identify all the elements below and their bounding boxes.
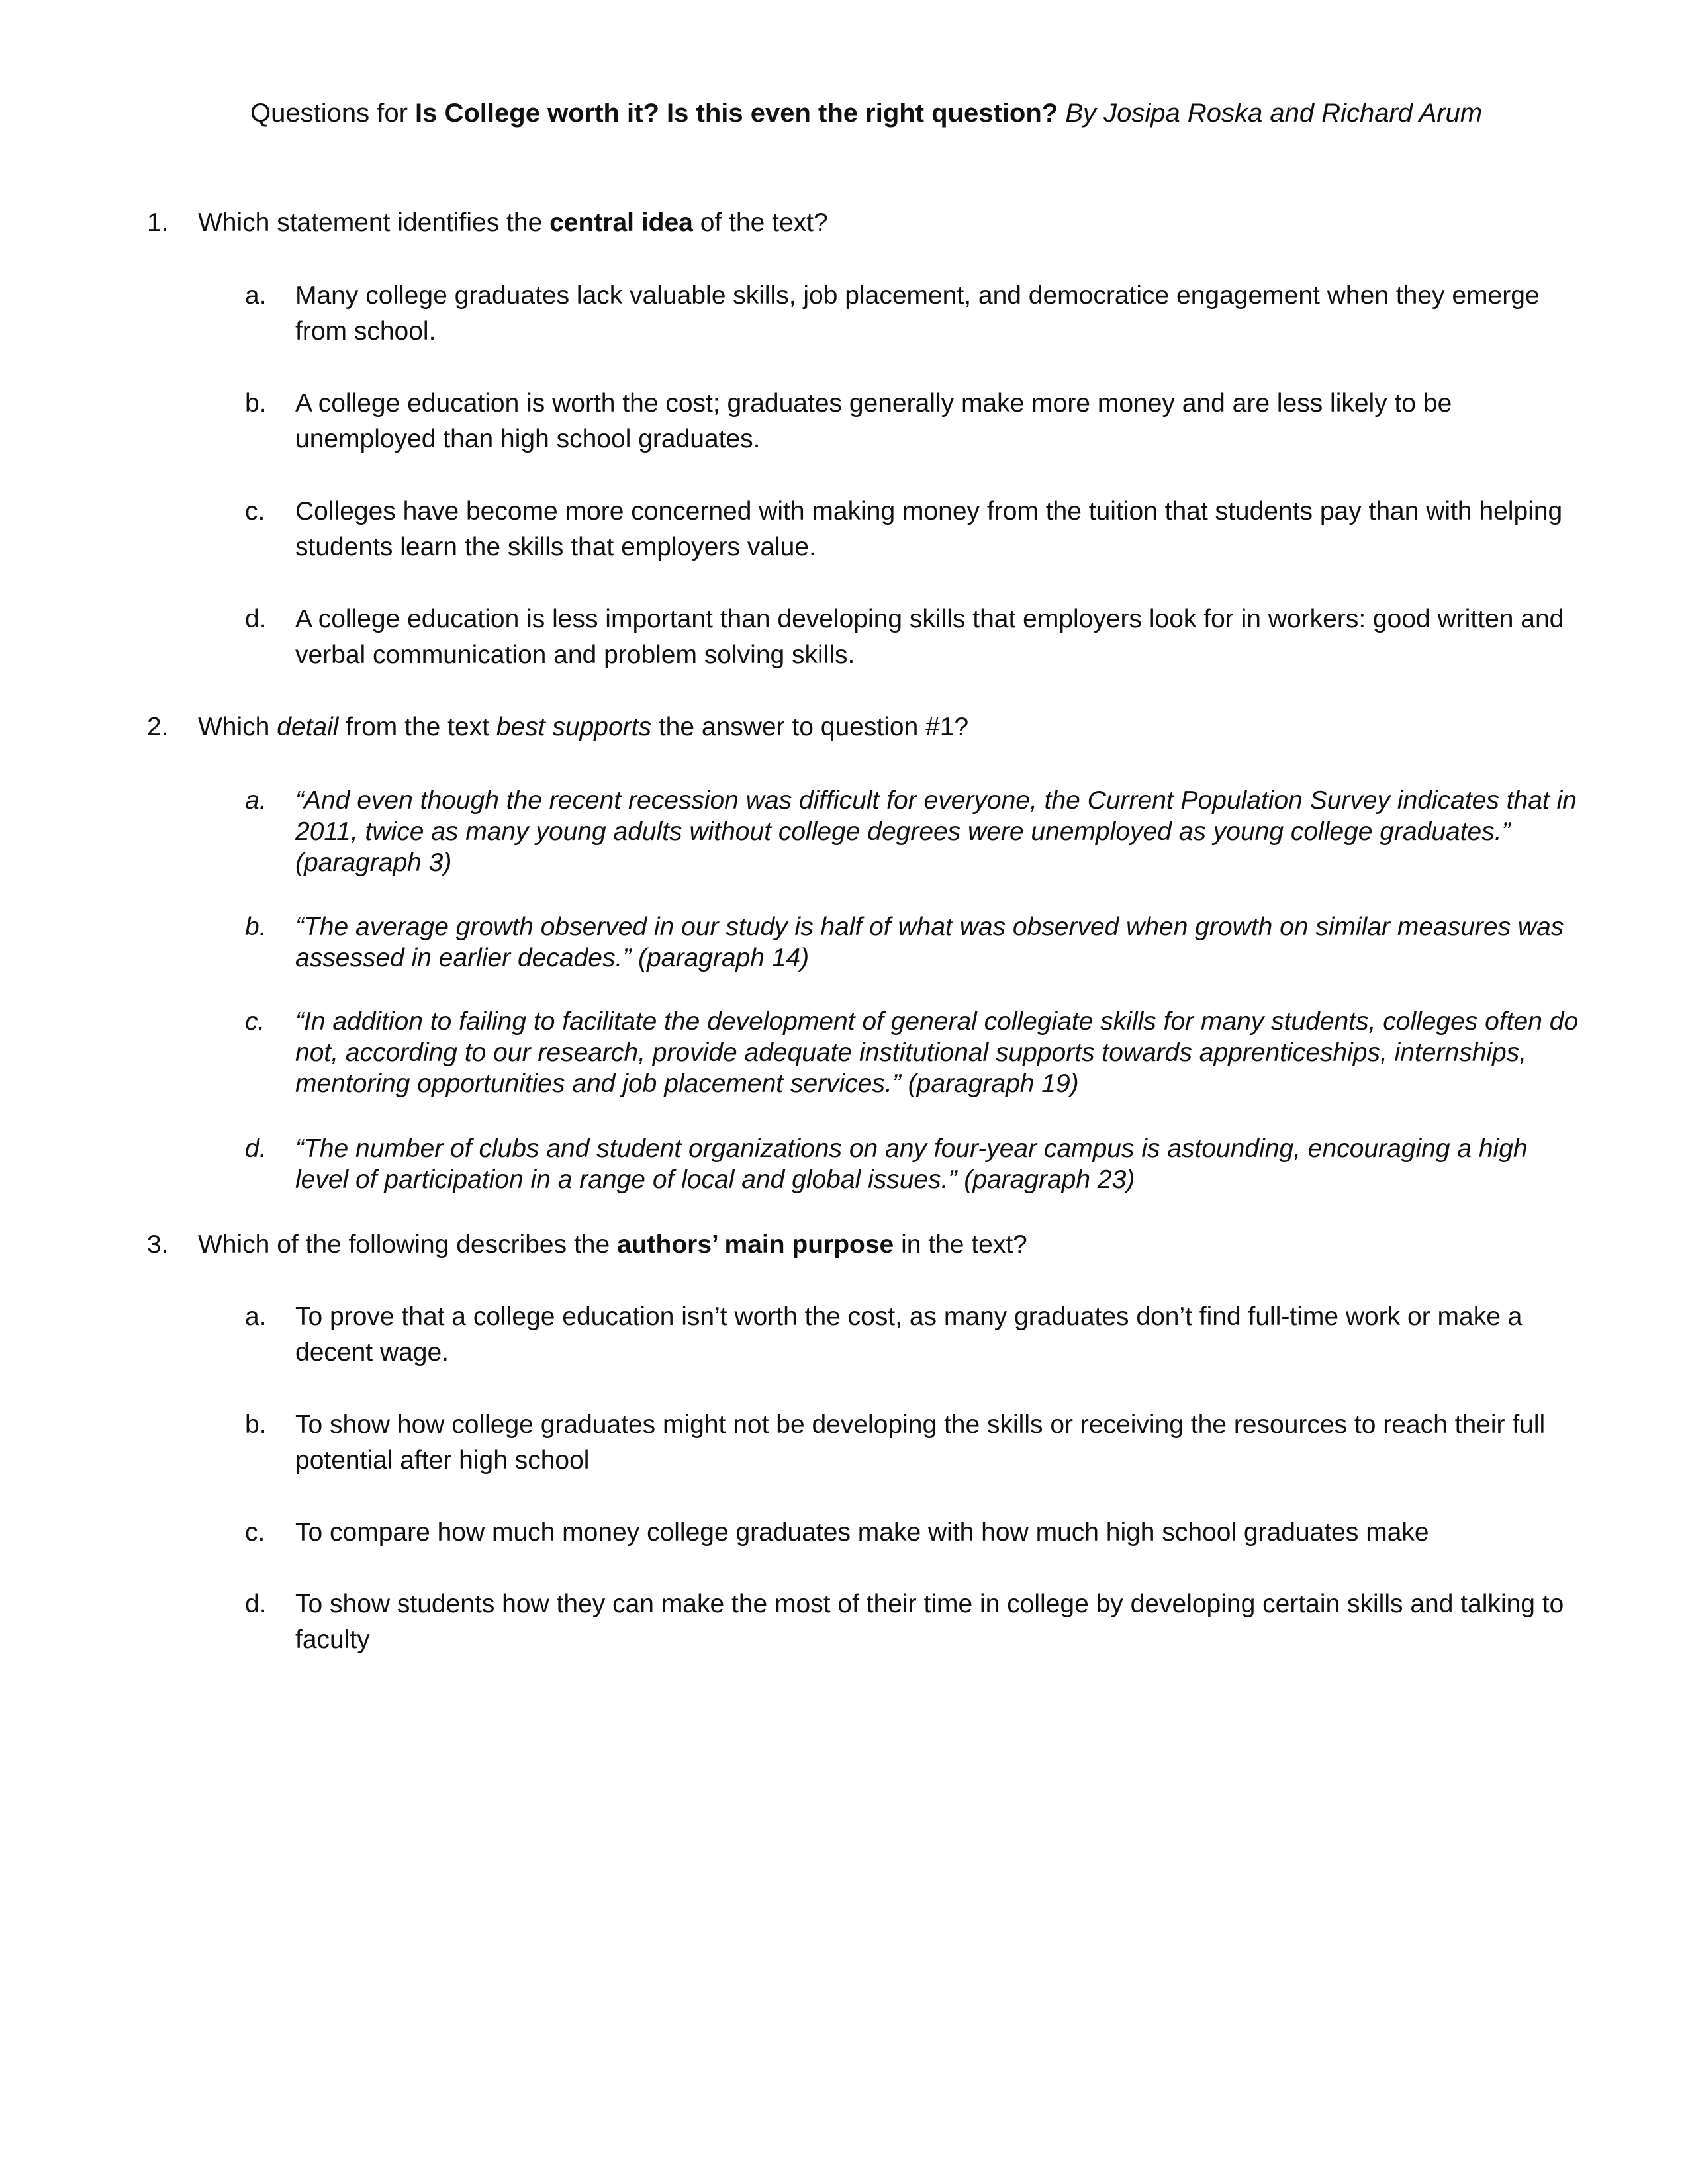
- article-title: Is College worth it? Is this even the right question?: [415, 99, 1058, 128]
- option-letter: c.: [245, 1007, 265, 1036]
- option-letter: c.: [245, 1518, 265, 1547]
- title-prefix: Questions for: [250, 99, 416, 128]
- option-letter: a.: [245, 1302, 267, 1331]
- option-text: To show how college graduates might not be developing the skills or receiving the resources to reach their full potential after high school: [295, 1410, 1546, 1475]
- option-letter: b.: [245, 1410, 267, 1439]
- option-text: “The number of clubs and student organizations on any four-year campus is astounding, encouraging a high level of participation in a range of local and global issues.” (paragraph 23): [295, 1134, 1528, 1194]
- stem-emphasis: central idea: [549, 208, 693, 237]
- option-letter: d.: [245, 1590, 267, 1618]
- option-text: A college education is worth the cost; graduates generally make more money and are less likely to be unemployed than high school graduates.: [295, 389, 1452, 453]
- option-text: “The average growth observed in our study is half of what was observed when growth on similar measures was assessed in earlier decades.” (paragraph 14): [295, 913, 1564, 972]
- option-letter: a.: [245, 281, 267, 310]
- article-authors: By Josipa Roska and Richard Arum: [1065, 99, 1483, 128]
- option-letter: a.: [245, 786, 267, 815]
- question-stem: Which statement identifies the central idea of the text?: [198, 208, 828, 237]
- option-text: To prove that a college education isn’t worth the cost, as many graduates don’t find full-time work or make a decent wage.: [295, 1302, 1523, 1367]
- option-letter: b.: [245, 913, 267, 941]
- option-text: To compare how much money college graduates make with how much high school graduates make: [295, 1518, 1429, 1547]
- question-stem: Which of the following describes the authors’ main purpose in the text?: [198, 1230, 1027, 1259]
- option-text: To show students how they can make the most of their time in college by developing certain skills and talking to faculty: [295, 1590, 1564, 1654]
- stem-emphasis: authors’ main purpose: [617, 1230, 894, 1259]
- question-number: 3.: [147, 1230, 169, 1259]
- option-letter: d.: [245, 605, 267, 633]
- option-text: Many college graduates lack valuable skills, job placement, and democratice engagement when they emerge from school.: [295, 281, 1540, 345]
- page-title: [250, 95, 1574, 131]
- option-text: A college education is less important than developing skills that employers look for in workers: good written and verbal communication and problem solving skills.: [295, 605, 1564, 669]
- option-text: Colleges have become more concerned with making money from the tuition that students pay than with helping students learn the skills that employers value.: [295, 497, 1563, 561]
- option-letter: d.: [245, 1134, 267, 1163]
- question-stem: Which detail from the text best supports the answer to question #1?: [198, 713, 969, 741]
- option-letter: b.: [245, 389, 267, 418]
- option-text: “In addition to failing to facilitate the development of general collegiate skills for many students, colleges often do not, according to our research, provide adequate institutional supports towards apprenticeships, internships, mentoring opportunities and job placement services.” (paragraph 19): [295, 1007, 1579, 1098]
- question-number: 1.: [147, 208, 169, 237]
- option-text: “And even though the recent recession was difficult for everyone, the Current Population Survey indicates that in 2011, twice as many young adults without college degrees were unemployed as young college graduates.” (paragraph 3): [295, 786, 1577, 877]
- option-letter: c.: [245, 497, 265, 525]
- question-number: 2.: [147, 713, 169, 741]
